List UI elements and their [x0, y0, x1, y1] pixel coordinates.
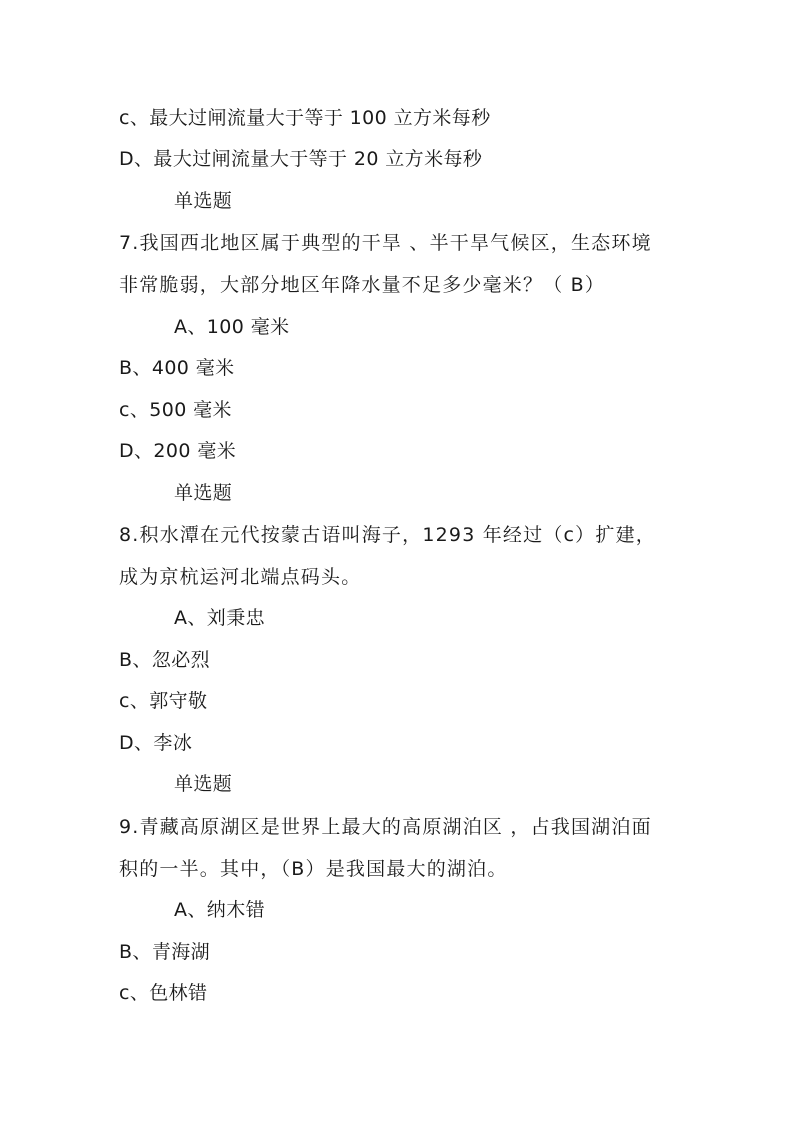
q7-type-label: 单选题: [174, 190, 233, 212]
q6-option-c: c、最大过闸流量大于等于 100 立方米每秒: [119, 107, 491, 129]
q7-option-c: c、500 毫米: [119, 399, 232, 421]
q8-stem-line-1: 8.积水潭在元代按蒙古语叫海子，1293 年经过（c）扩建，: [119, 524, 656, 546]
q7-option-b: B、400 毫米: [119, 357, 235, 379]
q7-stem-line-2: 非常脆弱，大部分地区年降水量不足多少毫米？（ B）: [119, 274, 606, 296]
q7-option-a: A、100 毫米: [174, 316, 290, 338]
q8-stem-line-2: 成为京杭运河北端点码头。: [119, 566, 362, 588]
q6-option-d: D、最大过闸流量大于等于 20 立方米每秒: [119, 148, 483, 170]
q8-option-a: A、刘秉忠: [174, 607, 265, 629]
q9-type-label: 单选题: [174, 773, 233, 795]
q8-option-b: B、忽必烈: [119, 649, 211, 671]
q9-option-a: A、纳木错: [174, 899, 265, 921]
q9-stem-line-2: 积的一半。其中，（B）是我国最大的湖泊。: [119, 858, 508, 880]
q9-option-c: c、色林错: [119, 982, 208, 1004]
q9-stem-line-1: 9.青藏高原湖区是世界上最大的高原湖泊区 ，占我国湖泊面: [119, 816, 652, 838]
q8-option-c: c、郭守敬: [119, 690, 208, 712]
q8-type-label: 单选题: [174, 482, 233, 504]
q9-option-b: B、青海湖: [119, 941, 211, 963]
q7-stem-line-1: 7.我国西北地区属于典型的干旱 、半干旱气候区，生态环境: [119, 232, 652, 254]
q8-option-d: D、李冰: [119, 732, 193, 754]
q7-option-d: D、200 毫米: [119, 440, 237, 462]
